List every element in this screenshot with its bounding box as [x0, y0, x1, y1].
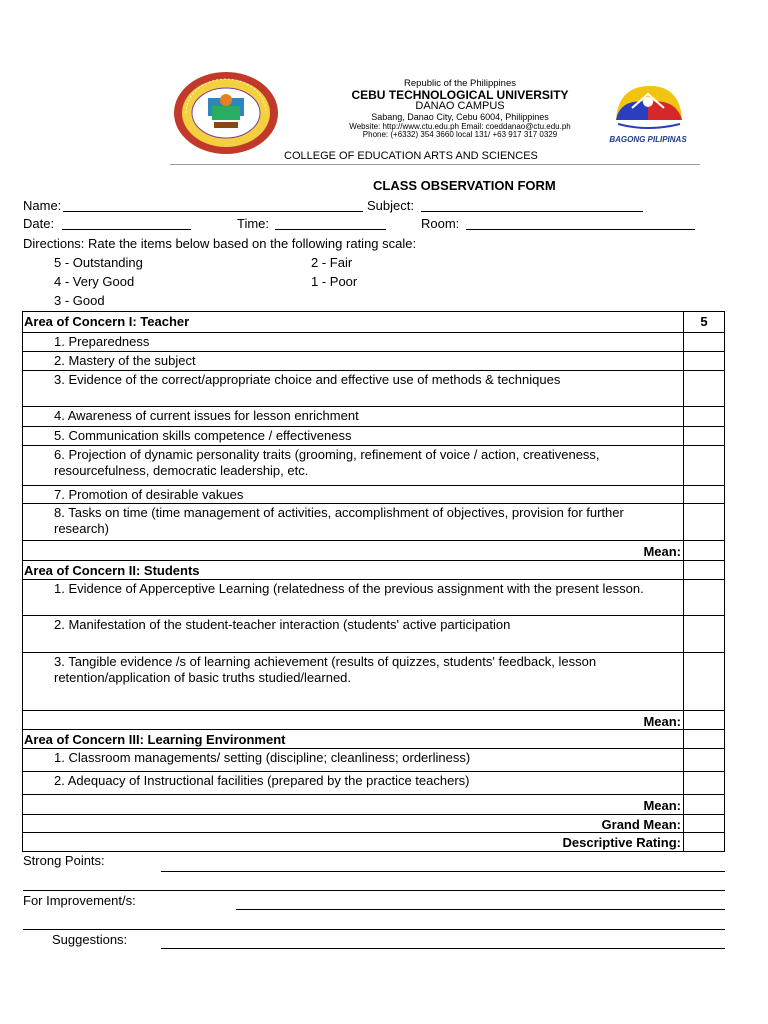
area2-title: Area of Concern II: Students [24, 563, 200, 578]
header-contact-phone: Phone: (+6332) 354 3660 local 131/ +63 917 317 0329 [362, 130, 558, 139]
area2-item-1: 1. Evidence of Apperceptive Learning (relatedness of the previous assignment with the present lesson. [54, 581, 644, 596]
improvements-line-2[interactable] [23, 929, 725, 930]
scale-5: 5 - Outstanding [54, 255, 143, 270]
table-row [23, 748, 724, 771]
date-label: Date: [23, 216, 55, 231]
header-divider [170, 164, 700, 165]
table-row [23, 771, 724, 794]
suggestions-line[interactable] [161, 948, 725, 949]
descriptive-rating-cell[interactable] [684, 833, 724, 851]
mean-cell[interactable] [684, 795, 724, 814]
rating-cell[interactable] [684, 407, 724, 426]
rating-cell[interactable] [684, 749, 724, 771]
area1-item-7: 7. Promotion of desirable vakues [54, 487, 244, 502]
header-contact-web: Website: http://www.ctu.edu.ph Email: coeddanao@ctu.edu.ph [349, 122, 571, 131]
area3-item-1: 1. Classroom managements/ setting (discipline; cleanliness; orderliness) [54, 750, 471, 765]
area2-mean-label: Mean: [643, 714, 681, 729]
table-row [23, 615, 724, 652]
area3-item-2: 2. Adequacy of Instructional facilities (prepared by the practice teachers) [54, 773, 470, 788]
table-row [23, 503, 724, 540]
header-university: CEBU TECHNOLOGICAL UNIVERSITY [351, 88, 569, 102]
rating-cell[interactable] [684, 352, 724, 370]
suggestions-label: Suggestions: [52, 932, 128, 947]
mean-cell[interactable] [684, 541, 724, 560]
area3-title: Area of Concern III: Learning Environment [24, 732, 286, 747]
room-label: Room: [421, 216, 460, 231]
form-title: CLASS OBSERVATION FORM [373, 178, 556, 193]
area1-item-8: 8. Tasks on time (time management of activities, accomplishment of objectives, provision for further research) [54, 505, 624, 536]
improvements-label: For Improvement/s: [23, 893, 136, 908]
area2-item-3: 3. Tangible evidence /s of learning achievement (results of quizzes, students' feedback, lesson retention/application of basic truths studied/learned. [54, 654, 597, 685]
descriptive-rating-label: Descriptive Rating: [562, 835, 681, 850]
table-row [23, 579, 724, 615]
area1-item-2: 2. Mastery of the subject [54, 353, 196, 368]
scale-4: 4 - Very Good [54, 274, 135, 289]
mean-cell[interactable] [684, 711, 724, 729]
subject-field[interactable] [421, 199, 643, 212]
scale-2: 2 - Fair [311, 255, 353, 270]
area1-mean-label: Mean: [643, 544, 681, 559]
rating-cell[interactable] [684, 371, 724, 406]
time-label: Time: [237, 216, 270, 231]
area1-item-6: 6. Projection of dynamic personality traits (grooming, refinement of voice / action, creativeness, resourcefulness, democratic leadership, etc. [54, 447, 600, 478]
descriptive-rating-row [23, 832, 724, 851]
strong-points-line-2[interactable] [23, 890, 725, 891]
rating-cell[interactable] [684, 616, 724, 652]
area2-mean-row [23, 710, 724, 729]
improvements-line-1[interactable] [236, 909, 725, 910]
strong-points-line-1[interactable] [161, 871, 725, 872]
room-field[interactable] [466, 217, 695, 230]
date-field[interactable] [62, 217, 191, 230]
rating-5-header: 5 [700, 314, 708, 329]
name-label: Name: [23, 198, 62, 213]
scale-1: 1 - Poor [311, 274, 358, 289]
area2-item-2: 2. Manifestation of the student-teacher interaction (students' active participation [54, 617, 511, 632]
table-row [23, 426, 724, 445]
subject-label: Subject: [367, 198, 414, 213]
name-field[interactable] [63, 199, 363, 212]
table-row [23, 445, 724, 485]
area1-item-5: 5. Communication skills competence / effectiveness [54, 428, 352, 443]
table-row [23, 351, 724, 370]
area1-item-3: 3. Evidence of the correct/appropriate choice and effective use of methods & techniques [54, 372, 561, 387]
strong-points-label: Strong Points: [23, 853, 105, 868]
bagong-pilipinas-text: BAGONG PILIPINAS [609, 135, 687, 144]
area3-header-row [23, 729, 724, 748]
area1-mean-row [23, 540, 724, 560]
rating-cell[interactable] [684, 580, 724, 615]
table-row [23, 652, 724, 710]
area3-mean-label: Mean: [643, 798, 681, 813]
header-campus: DANAO CAMPUS [415, 100, 505, 112]
rating-cell[interactable] [684, 772, 724, 794]
area1-item-1: 1. Preparedness [54, 334, 150, 349]
header-address: Sabang, Danao City, Cebu 6004, Philippines [371, 112, 549, 122]
grand-mean-row [23, 814, 724, 832]
grand-mean-cell[interactable] [684, 815, 724, 832]
university-seal-logo [172, 70, 280, 156]
header-republic: Republic of the Philippines [404, 78, 516, 89]
observation-table [22, 311, 725, 852]
area2-header-row [23, 560, 724, 579]
rating-cell[interactable] [684, 446, 724, 485]
area3-mean-row [23, 794, 724, 814]
table-row [23, 485, 724, 503]
directions-text: Directions: Rate the items below based on the following rating scale: [23, 236, 417, 251]
scale-3: 3 - Good [54, 293, 105, 308]
area1-item-4: 4. Awareness of current issues for lesson enrichment [54, 408, 359, 423]
rating-cell[interactable] [684, 486, 724, 503]
area1-title: Area of Concern I: Teacher [24, 314, 190, 329]
grand-mean-label: Grand Mean: [601, 817, 681, 832]
rating-cell[interactable] [684, 427, 724, 445]
table-row [23, 332, 724, 351]
rating-cell[interactable] [684, 653, 724, 710]
rating-cell[interactable] [684, 504, 724, 540]
table-row [23, 370, 724, 406]
area1-header-row [23, 312, 724, 332]
time-field[interactable] [275, 217, 386, 230]
table-row [23, 406, 724, 426]
rating-cell[interactable] [684, 333, 724, 351]
header-college: COLLEGE OF EDUCATION ARTS AND SCIENCES [284, 150, 538, 162]
